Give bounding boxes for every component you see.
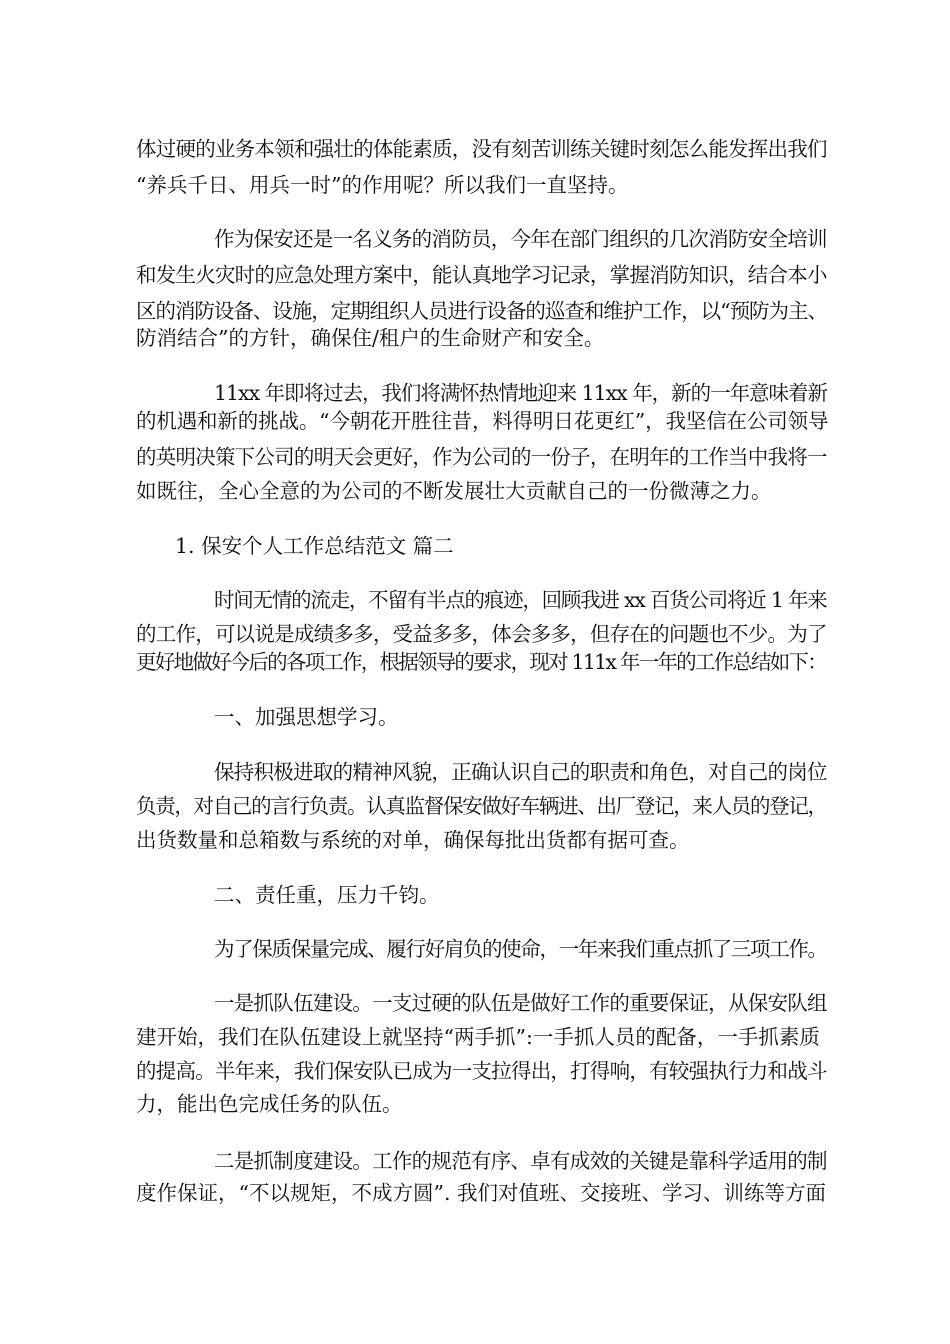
paragraph-line: 的英明决策下公司的明天会更好，作为公司的一份子，在明年的工作当中我将一 — [136, 445, 827, 469]
paragraph-line: 建开始，我们在队伍建设上就坚持“两手抓”:一手抓人员的配备，一手抓素质 — [136, 1025, 820, 1049]
paragraph-line: 度作保证，“不以规矩，不成方圆”. 我们对值班、交接班、学习、训练等方面 — [136, 1181, 826, 1205]
paragraph-line: 的工作，可以说是成绩多多，受益多多，体会多多，但存在的问题也不少。为了 — [136, 622, 827, 646]
paragraph-line: 更好地做好今后的各项工作，根据领导的要求，现对 111x 年一年的工作总结如下： — [136, 650, 826, 674]
subsection-heading: 一、加强思想学习。 — [214, 705, 399, 729]
section-heading: 1. 保安个人工作总结范文 篇二 — [175, 534, 454, 558]
paragraph-line: 负责，对自己的言行负责。认真监督保安做好车辆进、出厂登记，来人员的登记， — [136, 794, 827, 818]
paragraph-line: 二是抓制度建设。工作的规范有序、卓有成效的关键是靠科学适用的制 — [214, 1149, 827, 1173]
subsection-heading: 二、责任重，压力千钧。 — [214, 883, 440, 907]
paragraph-line: 出货数量和总箱数与系统的对单，确保每批出货都有据可查。 — [136, 828, 690, 852]
paragraph-line: 区的消防设备、设施，定期组织人员进行设备的巡查和维护工作，以“预防为主、 — [136, 299, 827, 323]
paragraph-line: 作为保安还是一名义务的消防员，今年在部门组织的几次消防安全培训 — [214, 227, 827, 251]
paragraph-line: 一是抓队伍建设。一支过硬的队伍是做好工作的重要保证，从保安队组 — [214, 991, 827, 1015]
paragraph-line: 时间无情的流走，不留有半点的痕迹，回顾我进 xx 百货公司将近 1 年来 — [214, 588, 827, 612]
paragraph-line: 保持积极进取的精神风貌，正确认识自己的职责和角色，对自己的岗位 — [214, 760, 827, 784]
paragraph-line: 和发生火灾时的应急处理方案中，能认真地学习记录，掌握消防知识，结合本小 — [136, 263, 827, 287]
paragraph-line: 的提高。半年来，我们保安队已成为一支拉得出，打得响，有较强执行力和战斗 — [136, 1059, 827, 1083]
paragraph-line: “养兵千日、用兵一时”的作用呢？所以我们一直坚持。 — [136, 173, 629, 197]
paragraph-line: 力，能出色完成任务的队伍。 — [136, 1092, 403, 1116]
paragraph-line: 防消结合”的方针，确保住/租户的生命财产和安全。 — [136, 326, 605, 350]
paragraph-line: 体过硬的业务本领和强壮的体能素质，没有刻苦训练关键时刻怎么能发挥出我们 — [136, 137, 827, 161]
paragraph-line: 的机遇和新的挑战。“今朝花开胜往昔，料得明日花更红”，我坚信在公司领导 — [136, 409, 829, 433]
paragraph-line: 11xx 年即将过去，我们将满怀热情地迎来 11xx 年，新的一年意味着新 — [214, 381, 827, 405]
paragraph-line: 如既往，全心全意的为公司的不断发展壮大贡献自己的一份微薄之力。 — [136, 479, 772, 503]
paragraph-line: 为了保质保量完成、履行好肩负的使命，一年来我们重点抓了三项工作。 — [214, 937, 827, 961]
